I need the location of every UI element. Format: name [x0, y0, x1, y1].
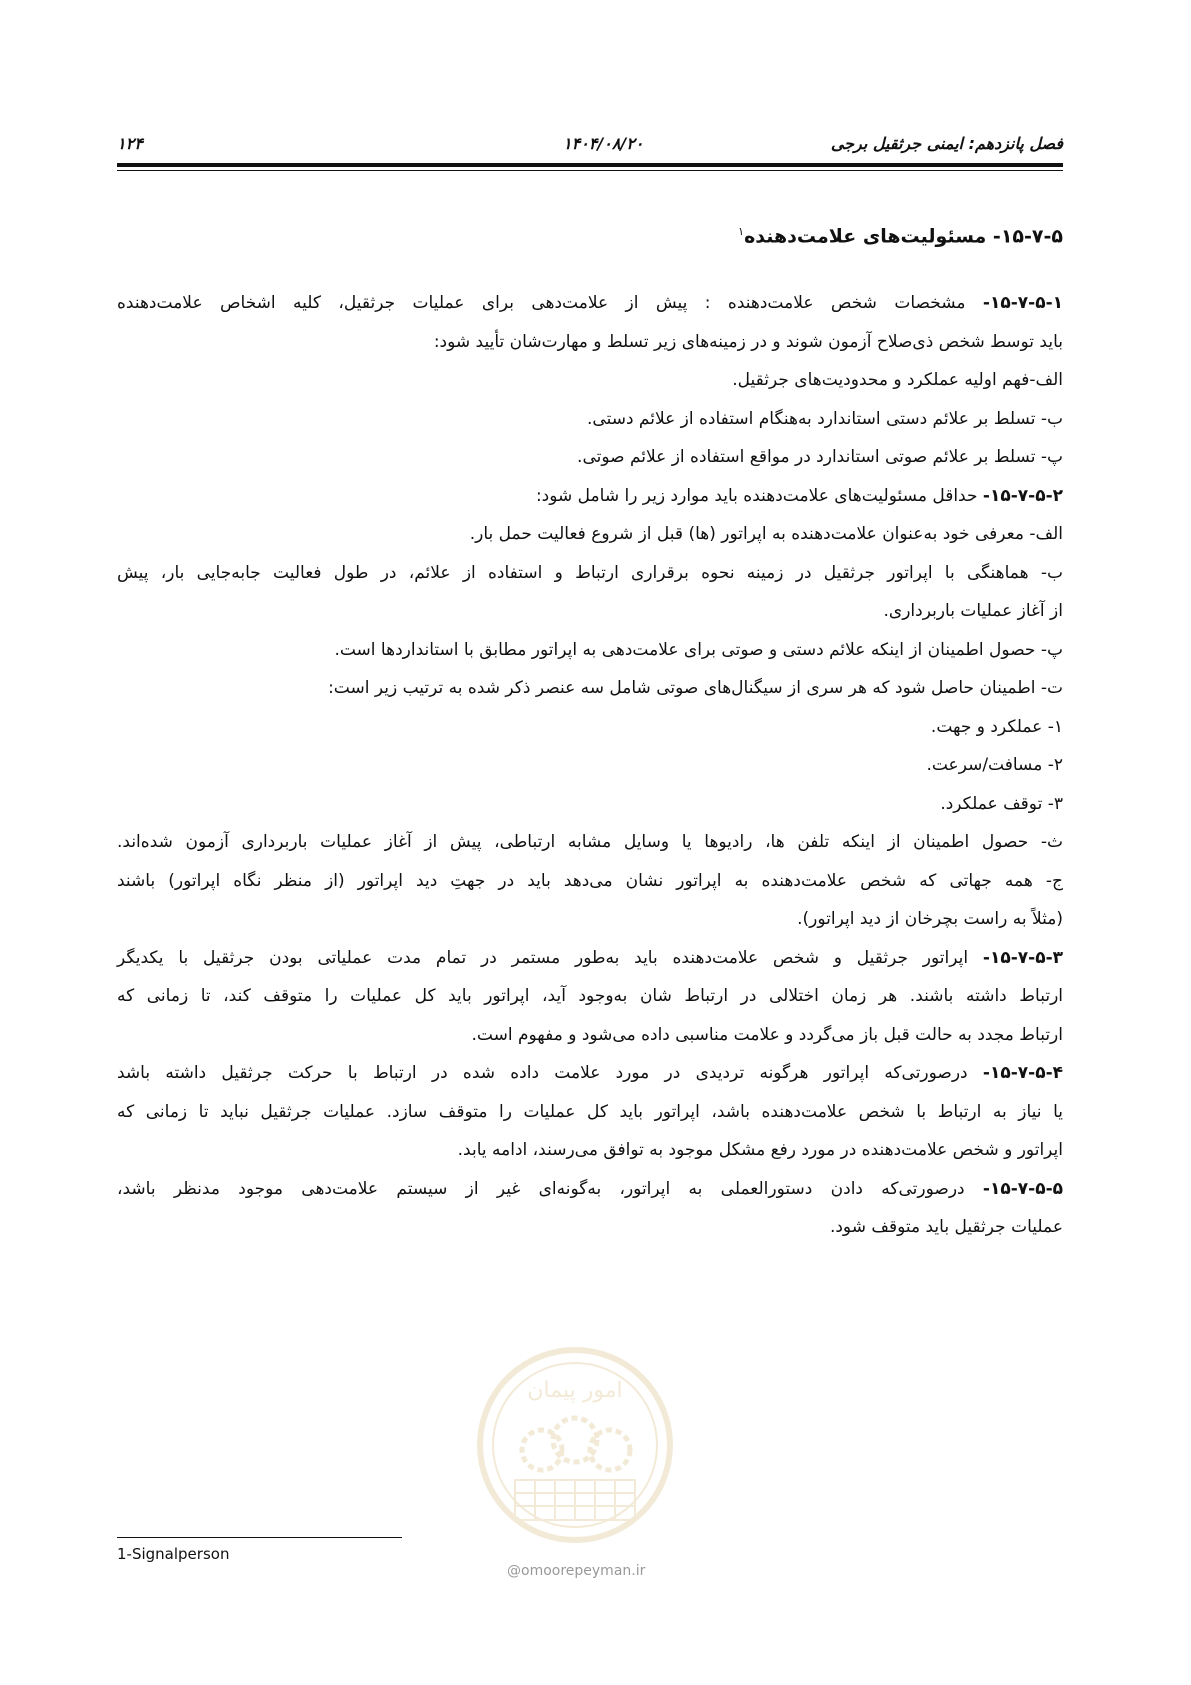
- paragraph-line: [117, 977, 1063, 1016]
- list-item: [117, 361, 1063, 400]
- paragraph-line: [117, 1093, 1063, 1132]
- paragraph-line: [117, 1131, 1063, 1170]
- line-text: یا نیاز به ارتباط با شخص علامت‌دهنده باشد، اپراتور باید کل عملیات را متوقف سازد. عملیات جرثقیل نباید تا زمانی که: [117, 1101, 1063, 1122]
- section-heading: [117, 212, 1063, 252]
- list-item: [117, 438, 1063, 477]
- line-text: پ- تسلط بر علائم صوتی استاندارد در مواقع استفاده از علائم صوتی.: [577, 447, 1063, 467]
- footnote-separator: [117, 1537, 402, 1538]
- line-text: از آغاز عملیات باربرداری.: [883, 601, 1063, 621]
- line-text: حداقل مسئولیت‌های علامت‌دهنده باید موارد زیر را شامل شود:: [535, 485, 983, 506]
- line-text: ث- حصول اطمینان از اینکه تلفن ها، رادیوها یا وسایل مشابه ارتباطی، پیش از آغاز عملیات باربرداری آزمون شده‌اند.: [117, 832, 1063, 852]
- line-text: ۳- توقف عملکرد.: [940, 793, 1063, 814]
- list-item-continued: [117, 900, 1063, 939]
- list-item: [117, 400, 1063, 439]
- list-item: [117, 515, 1063, 554]
- paragraph-line: [117, 477, 1063, 516]
- clause-number: ۱۵-۷-۵-۱-: [982, 293, 1063, 313]
- header-date: ۱۴۰۴/۰۸/۲۰: [563, 134, 644, 153]
- line-text: ارتباط مجدد به حالت قبل باز می‌گردد و علامت مناسبی داده می‌شود و مفهوم است.: [471, 1024, 1063, 1045]
- header-rule-thin: [117, 170, 1063, 171]
- list-item: [117, 823, 1063, 862]
- line-text: (مثلاً به راست بچرخان از دید اپراتور).: [797, 909, 1063, 929]
- line-text: ت- اطمینان حاصل شود که هر سری از سیگنال‌های صوتی شامل سه عنصر ذکر شده به ترتیب زیر است:: [328, 678, 1063, 698]
- clause-number: ۱۵-۷-۵-۵-: [982, 1178, 1063, 1199]
- list-item: [117, 708, 1063, 747]
- line-text: الف-فهم اولیه عملکرد و محدودیت‌های جرثقیل.: [732, 370, 1063, 390]
- watermark-logo: [470, 1335, 680, 1565]
- list-item: [117, 669, 1063, 708]
- list-item: [117, 862, 1063, 901]
- paragraph-line: [117, 939, 1063, 978]
- footnote-marker: ۱: [738, 225, 745, 238]
- paragraph-line: [117, 1054, 1063, 1093]
- page-header: [117, 133, 1063, 155]
- paragraph-line: [117, 1208, 1063, 1247]
- line-text: ارتباط داشته باشند. هر زمان اختلالی در ارتباط شان به‌وجود آید، اپراتور باید کل عملیات را متوقف کند، تا زمانی که: [117, 986, 1063, 1006]
- line-text: ۱- عملکرد و جهت.: [930, 716, 1063, 737]
- line-text: ۲- مسافت/سرعت.: [926, 755, 1063, 775]
- paragraph-line: [117, 1016, 1063, 1055]
- chapter-title: فصل پانزدهم: ایمنی جرثقیل برجی: [830, 134, 1063, 153]
- section-heading-text: ۱۵-۷-۵- مسئولیت‌های علامت‌دهنده: [744, 225, 1063, 248]
- line-text: ب- هماهنگی با اپراتور جرثقیل در زمینه نحوه برقراری ارتباط و استفاده از علائم، در طول فعالیت جابه‌جایی بار، پیش: [117, 562, 1063, 583]
- clause-number: ۱۵-۷-۵-۳-: [982, 947, 1063, 968]
- line-text: پ- حصول اطمینان از اینکه علائم دستی و صوتی برای علامت‌دهی به اپراتور مطابق با استانداردها است.: [334, 639, 1063, 660]
- paragraph-line: [117, 323, 1063, 362]
- clause-number: ۱۵-۷-۵-۴-: [982, 1063, 1063, 1083]
- line-text: عملیات جرثقیل باید متوقف شود.: [829, 1217, 1063, 1237]
- line-text: ب- تسلط بر علائم دستی استاندارد به‌هنگام استفاده از علائم دستی.: [587, 408, 1063, 429]
- line-text: باید توسط شخص ذی‌صلاح آزمون شوند و در زمینه‌های زیر تسلط و مهارت‌شان تأیید شود:: [433, 331, 1063, 352]
- watermark-url: @omoorepeyman.ir: [507, 1563, 646, 1579]
- list-item-continued: [117, 592, 1063, 631]
- line-text: درصورتی‌که اپراتور هرگونه تردیدی در مورد علامت داده شده در ارتباط با حرکت جرثقیل داشته باشد: [117, 1063, 983, 1083]
- line-text: الف- معرفی خود به‌عنوان علامت‌دهنده به اپراتور (ها) قبل از شروع فعالیت حمل بار.: [469, 524, 1063, 544]
- line-text: درصورتی‌که دادن دستورالعملی به اپراتور، به‌گونه‌ای غیر از سیستم علامت‌دهی موجود مدنظر باشد،: [117, 1178, 983, 1199]
- list-item: [117, 554, 1063, 593]
- paragraph-line: [117, 284, 1063, 323]
- line-text: اپراتور و شخص علامت‌دهنده در مورد رفع مشکل موجود به توافق می‌رسند، ادامه یابد.: [457, 1140, 1063, 1160]
- page-body: [117, 212, 1063, 1247]
- page-number: ۱۲۴: [117, 134, 143, 153]
- header-rule-thick: [117, 163, 1063, 167]
- line-text: مشخصات شخص علامت‌دهنده : پیش از علامت‌دهی برای عملیات جرثقیل، کلیه اشخاص علامت‌دهنده: [117, 293, 983, 313]
- list-item: [117, 785, 1063, 824]
- list-item: [117, 746, 1063, 785]
- list-item: [117, 631, 1063, 670]
- clause-number: ۱۵-۷-۵-۲-: [982, 485, 1063, 506]
- footnote: 1-Signalperson: [117, 1545, 230, 1563]
- watermark-logo-text: امور پیمان: [527, 1378, 623, 1403]
- line-text: ج- همه جهاتی که شخص علامت‌دهنده به اپراتور نشان می‌دهد باید در جهتِ دید اپراتور (از منظر نگاه اپراتور) باشند: [117, 870, 1063, 891]
- paragraph-line: [117, 1170, 1063, 1209]
- line-text: اپراتور جرثقیل و شخص علامت‌دهنده باید به‌طور مستمر در تمام مدت عملیاتی بودن جرثقیل با یکدیگر: [117, 947, 983, 968]
